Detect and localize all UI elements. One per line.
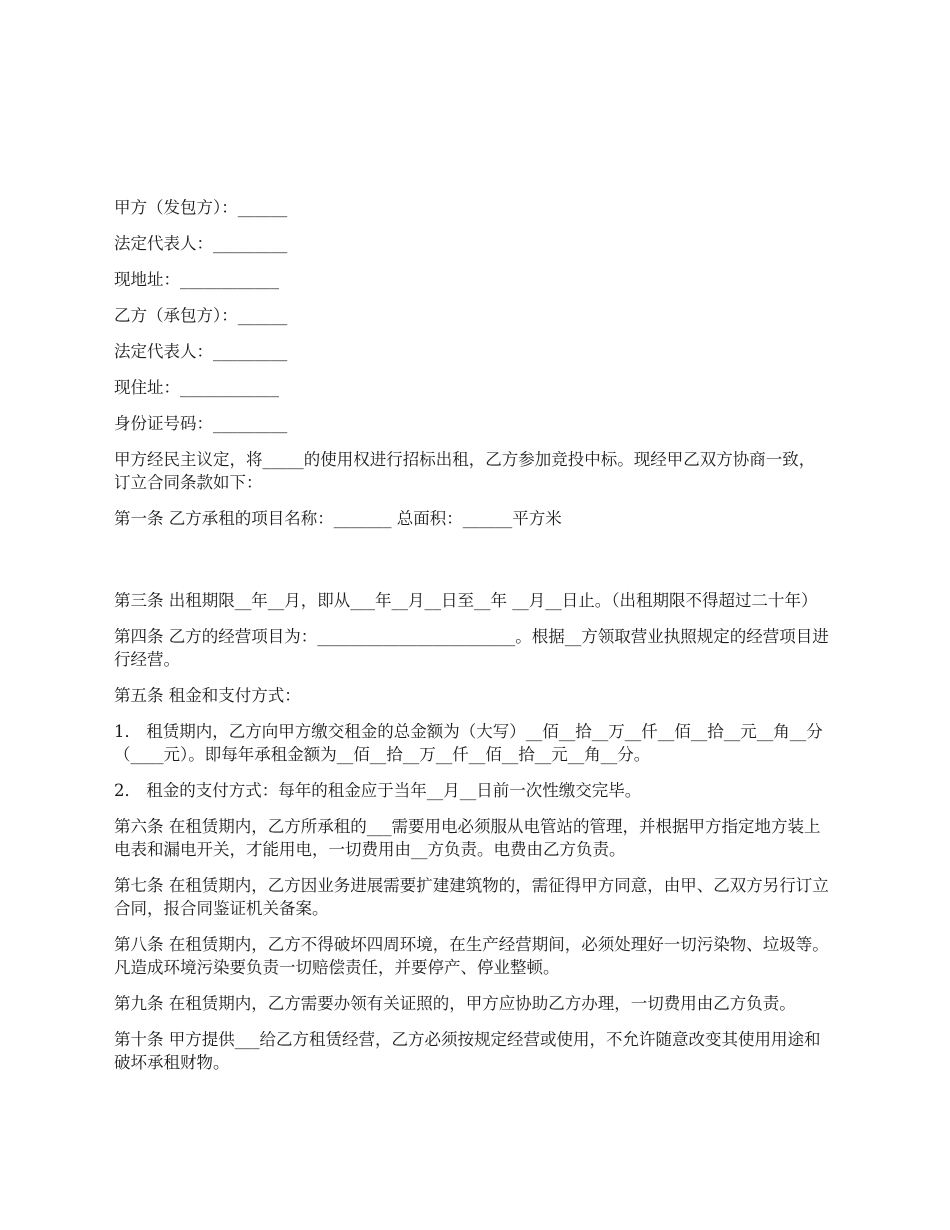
- article-6: 第六条 在租赁期内，乙方所承租的___需要用电必须服从电管站的管理，并根据甲方指定地方装上电表和漏电开关，才能用电，一切费用由__方负责。电费由乙方负责。: [114, 817, 821, 859]
- article-5-item-1: 1． 租赁期内，乙方向甲方缴交租金的总金额为（大写）__佰__拾__万__仟__佰__拾__元__角__分（____元）。即每年承租金额为__佰__拾__万__仟__佰__拾__元__角__分。: [114, 722, 823, 764]
- preamble-paragraph: 甲方经民主议定，将_____的使用权进行招标出租，乙方参加竞投中标。现经甲乙双方协商一致，订立合同条款如下：: [114, 450, 816, 492]
- party-b-representative-line: 法定代表人：_________: [114, 342, 288, 361]
- article-9: 第九条 在租赁期内，乙方需要办领有关证照的，甲方应协助乙方办理，一切费用由乙方负责。: [114, 994, 796, 1013]
- article-4: 第四条 乙方的经营项目为：________________________。根据__方领取营业执照规定的经营项目进行经营。: [114, 627, 829, 669]
- article-1: 第一条 乙方承租的项目名称：_______ 总面积：______平方米: [114, 509, 562, 528]
- party-a-representative-line: 法定代表人：_________: [114, 234, 288, 253]
- party-a-address-line: 现地址：____________: [114, 270, 279, 289]
- article-8: 第八条 在租赁期内，乙方不得破坏四周环境，在生产经营期间，必须处理好一切污染物、垃圾等。凡造成环境污染要负责一切赔偿责任，并要停产、停业整顿。: [114, 935, 829, 977]
- article-5-item-2: 2． 租金的支付方式：每年的租金应于当年__月__日前一次性缴交完毕。: [114, 781, 642, 800]
- document-body: [114, 196, 830, 1087]
- article-3: 第三条 出租期限__年__月，即从___年__月__日至__年 __月__日止。（出租期限不得超过二十年）: [114, 591, 818, 610]
- article-10: 第十条 甲方提供___给乙方租赁经营，乙方必须按规定经营或使用，不允许随意改变其使用用途和破坏承租财物。: [114, 1030, 821, 1072]
- party-b-address-line: 现住址：____________: [114, 378, 279, 397]
- party-b-id-line: 身份证号码：_________: [114, 414, 288, 433]
- article-5: 第五条 租金和支付方式：: [114, 686, 301, 705]
- article-7: 第七条 在租赁期内，乙方因业务进展需要扩建建筑物的，需征得甲方同意，由甲、乙双方另行订立合同，报合同鉴证机关备案。: [114, 876, 829, 918]
- party-a-line: 甲方（发包方）：______: [114, 198, 288, 217]
- party-b-line: 乙方（承包方）：______: [114, 306, 288, 325]
